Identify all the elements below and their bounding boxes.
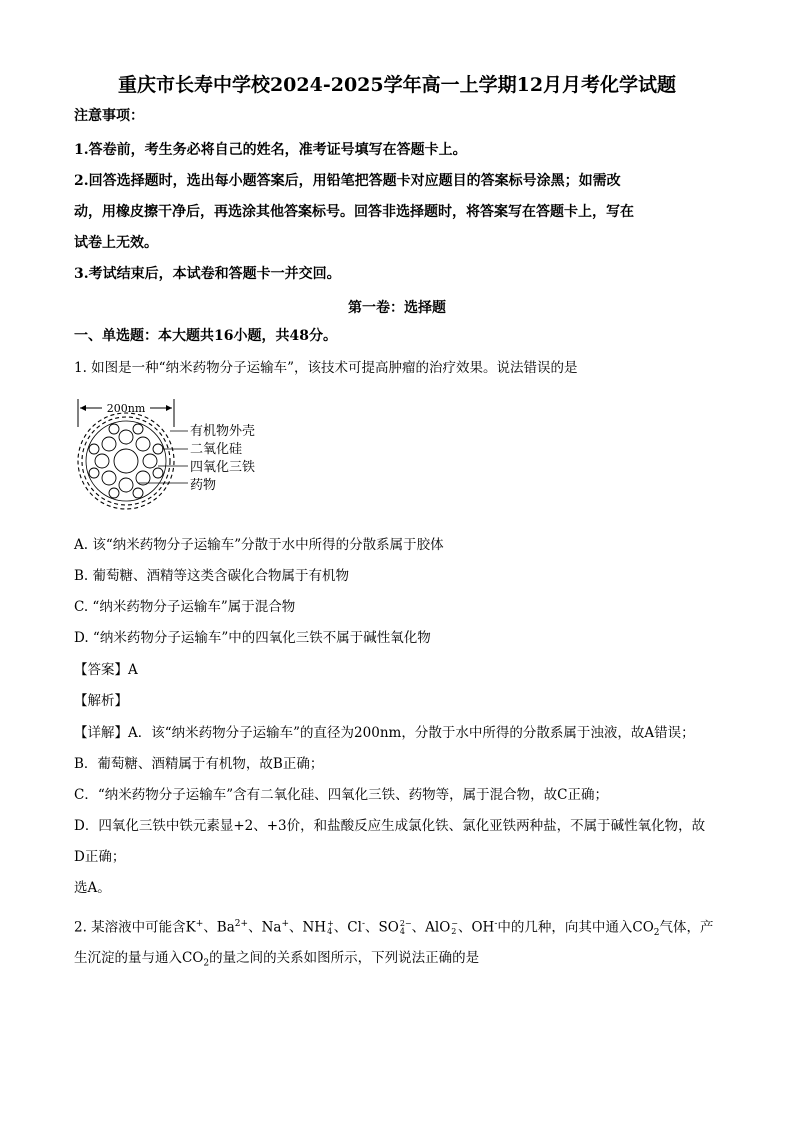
scale-label: 200nm — [106, 402, 146, 415]
analysis-tag: 【解析】 — [74, 693, 128, 709]
question-2-line-2: 生沉淀的量与通入$CO_2$的量之间的关系如图所示，下列说法正确的是 — [74, 950, 480, 969]
notice-heading: 注意事项： — [74, 108, 144, 124]
detail-line-6: 选A。 — [74, 880, 111, 896]
notice-item-1: 1.答卷前，考生务必将自己的姓名，准考证号填写在答题卡上。 — [74, 142, 467, 158]
part-heading: 第一卷：选择题 — [348, 300, 446, 316]
option-c: C. “纳米药物分子运输车”属于混合物 — [74, 599, 296, 615]
detail-line-5: D正确； — [74, 849, 126, 865]
section-heading: 一、单选题：本大题共16小题，共48分。 — [74, 328, 337, 344]
answer-value: A — [128, 662, 138, 678]
question-1-stem: 1. 如图是一种“纳米药物分子运输车”，该技术可提高肿瘤的治疗效果。说法错误的是 — [74, 360, 578, 376]
option-b: B. 葡萄糖、酒精等这类含碳化合物属于有机物 — [74, 568, 350, 584]
answer-tag: 【答案】 — [74, 662, 128, 678]
detail-line-1: 【详解】A．该“纳米药物分子运输车”的直径为200nm，分散于水中所得的分散系属于浊液，故A错误； — [74, 725, 695, 741]
notice-item-3: 3.考试结束后，本试卷和答题卡一并交回。 — [74, 266, 341, 282]
question-2-line-1: 2. 某溶液中可能含K+、$Ba^{2+}$、Na+、NH + 4 、Cl-、SO 2− 4 、AlO − 2 、OH-中的几种，向其中通入$CO_2$气体，产 — [74, 919, 714, 939]
option-d: D. “纳米药物分子运输车”中的四氧化三铁不属于碱性氧化物 — [74, 630, 431, 646]
detail-line-3: C．“纳米药物分子运输车”含有二氧化硅、四氧化三铁、药物等，属于混合物，故C正确； — [74, 787, 608, 803]
notice-item-2b: 动，用橡皮擦干净后，再选涂其他答案标号。回答非选择题时，将答案写在答题卡上，写在 — [74, 204, 634, 220]
notice-item-2c: 试卷上无效。 — [74, 235, 158, 251]
option-a: A. 该“纳米药物分子运输车”分散于水中所得的分散系属于胶体 — [74, 537, 444, 553]
nano-carrier-figure — [70, 393, 300, 513]
label-drug: 药物 — [190, 478, 217, 493]
label-fe3o4: 四氧化三铁 — [190, 460, 256, 475]
detail-line-4: D．四氧化三铁中铁元素显+2、+3价，和盐酸反应生成氯化铁、氯化亚铁两种盐，不属于碱性氧化物，故 — [74, 818, 706, 834]
label-organic-shell: 有机物外壳 — [190, 424, 256, 439]
detail-line-2: B．葡萄糖、酒精属于有机物，故B正确； — [74, 756, 324, 772]
page-title: 重庆市长寿中学校2024-2025学年高一上学期12月月考化学试题 — [117, 74, 677, 96]
answer-line — [74, 660, 138, 680]
label-silica: 二氧化硅 — [190, 442, 243, 457]
notice-item-2a: 2.回答选择题时，选出每小题答案后，用铅笔把答题卡对应题目的答案标号涂黑；如需改 — [74, 173, 621, 189]
